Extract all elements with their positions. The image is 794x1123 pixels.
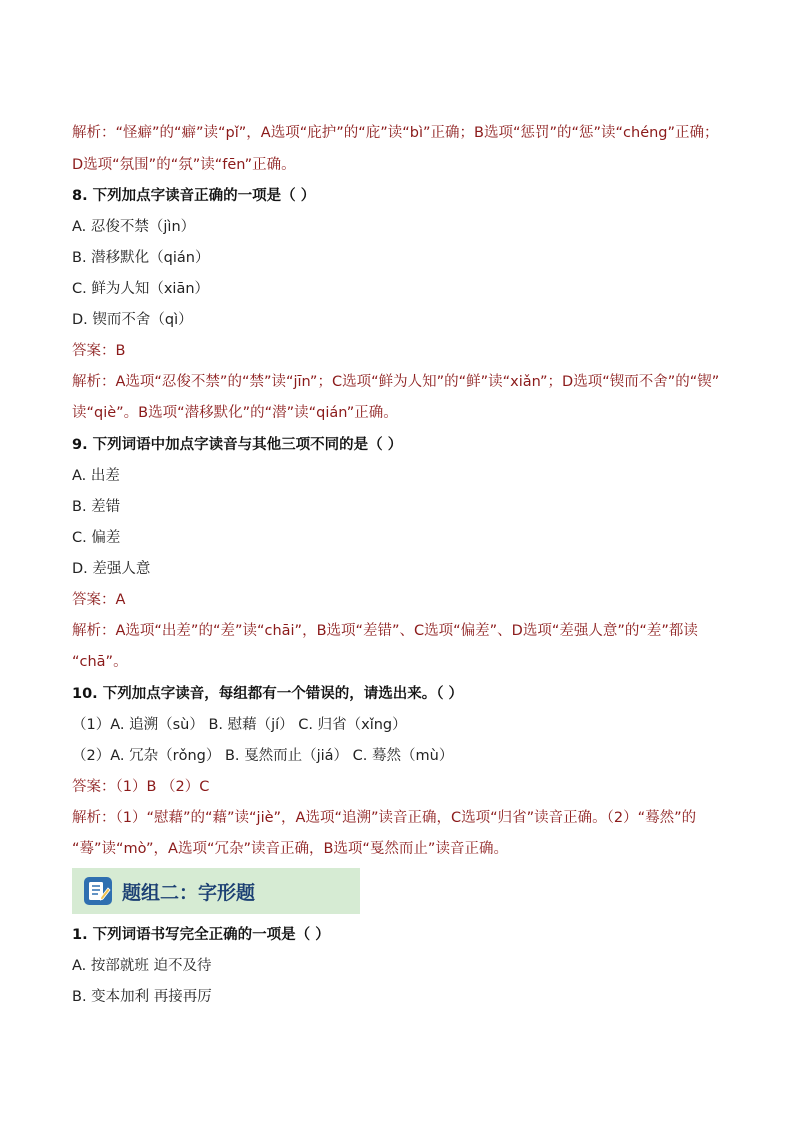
explanation-line: 读“qiè”。B选项“潜移默化”的“潜”读“qián”正确。 (72, 405, 398, 421)
option-c: C. 鲜为人知（xiān） (72, 281, 210, 297)
option-b: B. 变本加利 再接再厉 (72, 989, 212, 1005)
option-a: A. 忍俊不禁（jìn） (72, 219, 196, 235)
option-c: C. 偏差 (72, 530, 121, 546)
explanation-line: 解析：（1）“慰藉”的“藉”读“jiè”，A选项“追溯”读音正确，C选项“归省”读音正确。（2）“蓦然”的 (72, 810, 697, 826)
answer: 答案：A (72, 592, 126, 608)
option-b: B. 差错 (72, 499, 121, 515)
option-b: B. 潜移默化（qián） (72, 250, 210, 266)
explanation-line: D选项“氛围”的“氛”读“fēn”正确。 (72, 157, 296, 173)
question-8: 8. 下列加点字读音正确的一项是（ ） (72, 188, 316, 204)
group-2-options: （2）A. 冗杂（rǒng） B. 戛然而止（jiá） C. 蓦然（mù） (72, 748, 454, 764)
question-9: 9. 下列词语中加点字读音与其他三项不同的是（ ） (72, 437, 403, 453)
question-10: 10. 下列加点字读音，每组都有一个错误的，请选出来。（ ） (72, 686, 464, 702)
option-d: D. 差强人意 (72, 561, 151, 577)
explanation-line: “蓦”读“mò”，A选项“冗杂”读音正确，B选项“戛然而止”读音正确。 (72, 841, 508, 857)
answer: 答案：（1）B （2）C (72, 779, 210, 795)
group-1-options: （1）A. 追溯（sù） B. 慰藉（jí） C. 归省（xǐng） (72, 717, 407, 733)
option-d: D. 锲而不舍（qì） (72, 312, 193, 328)
option-a: A. 出差 (72, 468, 120, 484)
section-header (72, 868, 360, 914)
group2-question-1: 1. 下列词语书写完全正确的一项是（ ） (72, 927, 330, 943)
answer: 答案：B (72, 343, 126, 359)
explanation-line: 解析：A选项“忍俊不禁”的“禁”读“jīn”；C选项“鲜为人知”的“鲜”读“xiǎn”；D选项“锲而不舍”的“锲” (72, 374, 720, 390)
section-title: 题组二：字形题 (122, 881, 256, 904)
explanation-line: 解析：“怪癖”的“癖”读“pǐ”，A选项“庇护”的“庇”读“bì”正确；B选项“惩罚”的“惩”读“chéng”正确； (72, 125, 719, 141)
notebook-pen-icon (80, 873, 116, 909)
explanation-line: 解析：A选项“出差”的“差”读“chāi”，B选项“差错”、C选项“偏差”、D选项“差强人意”的“差”都读 (72, 623, 698, 639)
option-a: A. 按部就班 迫不及待 (72, 958, 212, 974)
explanation-line: “chā”。 (72, 654, 128, 670)
